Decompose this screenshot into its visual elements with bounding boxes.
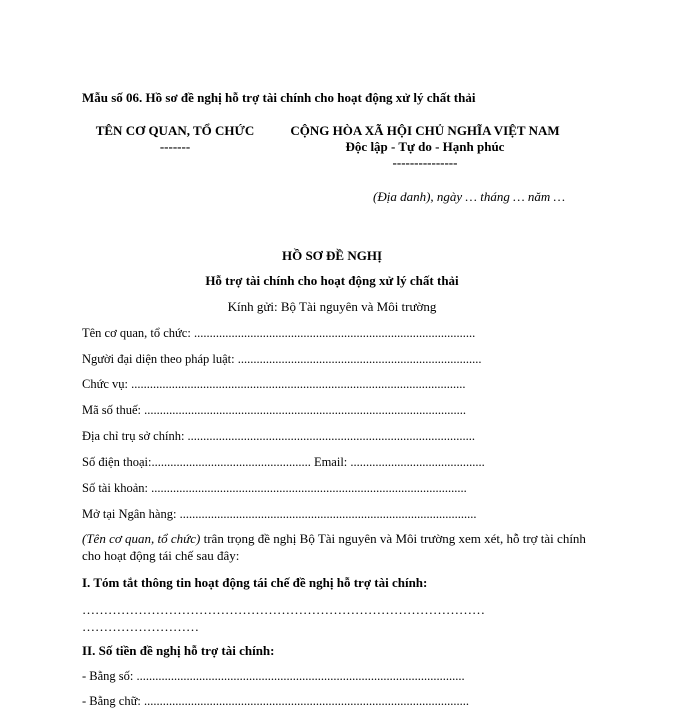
- request-intro: (Tên cơ quan, tổ chức): [82, 531, 201, 546]
- request-text: trân trọng đề nghị Bộ Tài nguyên và Môi trường xem xét, hỗ trợ tài chính: [200, 531, 586, 546]
- request-paragraph-line1: [82, 531, 586, 547]
- section2-heading: II. Số tiền đề nghị hỗ trợ tài chính:: [82, 643, 275, 658]
- request-paragraph-line2: cho hoạt động tái chế sau đây:: [82, 548, 240, 563]
- org-name: TÊN CƠ QUAN, TỔ CHỨC: [95, 123, 255, 138]
- field-address: Địa chỉ trụ sở chính: ............................................................................................: [82, 429, 476, 443]
- motto: Độc lập - Tự do - Hạnh phúc: [345, 139, 505, 154]
- section1-line1: …………………………………………………………………………………: [82, 602, 485, 617]
- field-account-number: Số tài khoản: .....................................................................................................: [82, 481, 467, 495]
- field-position: Chức vụ: ...........................................................................................................: [82, 377, 466, 391]
- section1-line2: ………………………: [82, 619, 199, 634]
- document-subtitle: Hỗ trợ tài chính cho hoạt động xử lý chất thải: [205, 273, 459, 288]
- country-name: CỘNG HÒA XÃ HỘI CHỦ NGHĨA VIỆT NAM: [290, 123, 560, 138]
- field-tax-code: Mã số thuế: .......................................................................................................: [82, 403, 467, 417]
- field-bank: Mở tại Ngân hàng: ...............................................................................................: [82, 507, 477, 521]
- recipient: Kính gửi: Bộ Tài nguyên và Môi trường: [227, 299, 437, 314]
- form-number: Mẫu số 06. Hồ sơ đề nghị hỗ trợ tài chính cho hoạt động xử lý chất thải: [82, 90, 476, 105]
- org-dash: -------: [159, 139, 191, 154]
- amount-in-numbers: - Bằng số: .........................................................................................................: [82, 669, 465, 683]
- document-title: HỒ SƠ ĐỀ NGHỊ: [281, 248, 383, 263]
- field-legal-rep: Người đại diện theo pháp luật: ..............................................................................: [82, 352, 482, 366]
- place-date: (Địa danh), ngày … tháng … năm …: [373, 189, 566, 204]
- field-org-name: Tên cơ quan, tổ chức: ..........................................................................................: [82, 326, 476, 340]
- amount-in-words: - Bằng chữ: ........................................................................................................: [82, 694, 469, 708]
- motto-dash: ---------------: [392, 155, 458, 170]
- section1-heading: I. Tóm tắt thông tin hoạt động tái chế đề nghị hỗ trợ tài chính:: [82, 575, 428, 590]
- field-phone-email: Số điện thoại:................................................... Email: ...........................................: [82, 455, 485, 469]
